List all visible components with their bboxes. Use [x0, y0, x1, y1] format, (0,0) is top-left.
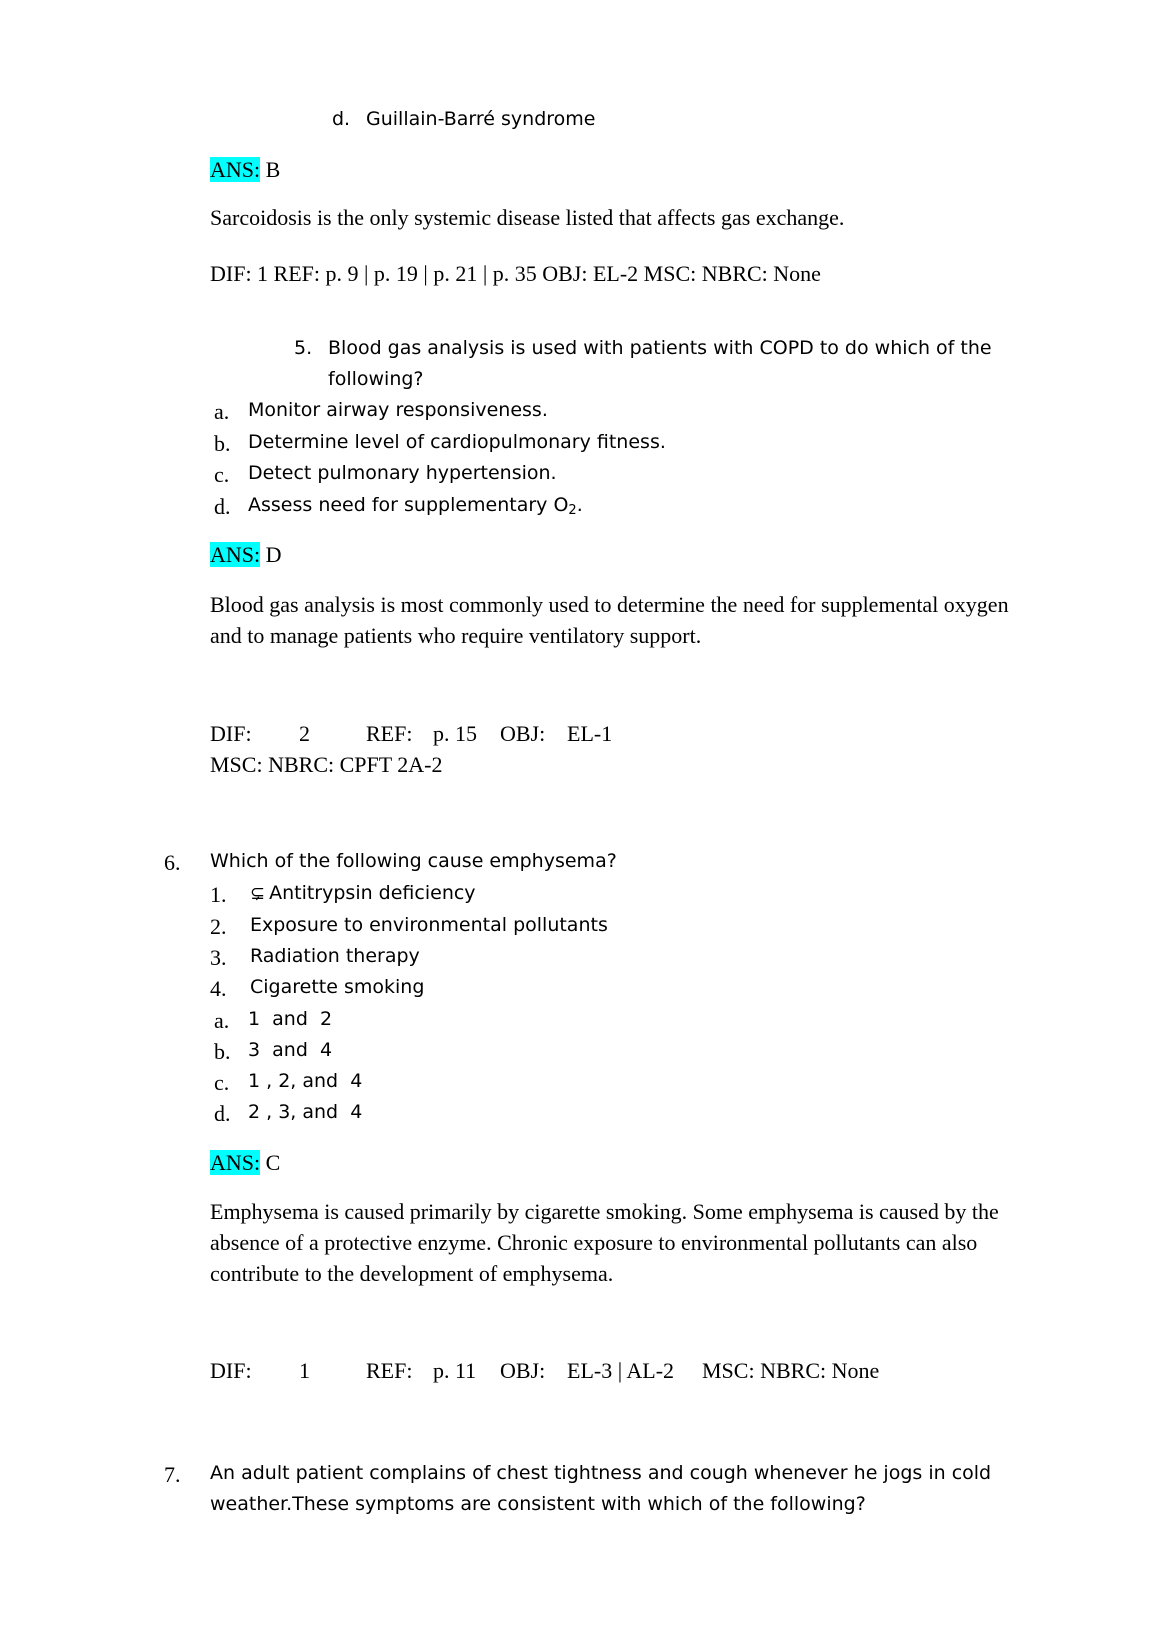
q5-option-letter: d.	[214, 494, 231, 519]
q5-rationale: Blood gas analysis is most commonly used to determine the need for supplemental oxygen and to manage patients who require ventilatory support.	[210, 592, 1009, 648]
q6-obj-value: EL-3 | AL-2	[567, 1358, 675, 1383]
q7-stem-line1: An adult patient complains of chest tightness and cough whenever he jogs in cold	[210, 1462, 992, 1484]
prev-option-d-text: Guillain-Barré syndrome	[366, 108, 596, 130]
ans-label: ANS:	[210, 542, 261, 567]
q6-option-letter: a.	[214, 1008, 230, 1033]
q6-answer	[210, 1150, 280, 1176]
q7-stem-line2: weather.These symptoms are consistent with which of the following?	[210, 1493, 866, 1515]
q6-item-number: 2.	[210, 914, 227, 939]
ans-value: D	[265, 542, 282, 567]
q6-item-text: Cigarette smoking	[250, 976, 425, 998]
q6-option-letter: d.	[214, 1101, 231, 1126]
q5-option-text: Assess need for supplementary $O_2$.	[248, 494, 583, 518]
q6-ref-value: p. 11	[433, 1358, 477, 1383]
q6-option-text: 1 , 2, and 4	[248, 1070, 363, 1092]
q5-msc: MSC: NBRC: CPFT 2A-2	[210, 752, 443, 777]
q6-dif-value: 1	[299, 1358, 310, 1383]
q6-item-number: 3.	[210, 945, 227, 970]
q6-obj-label: OBJ:	[500, 1358, 546, 1383]
q6-item-text: Radiation therapy	[250, 945, 420, 967]
q6-number: 6.	[164, 850, 181, 875]
q6-ref-label: REF:	[366, 1358, 413, 1383]
q6-dif-label: DIF:	[210, 1358, 252, 1383]
q6-stem: Which of the following cause emphysema?	[210, 850, 617, 872]
q6-option-text: 1 and 2	[248, 1008, 333, 1030]
q5-option-letter: a.	[214, 399, 230, 424]
q6-option-text: 2 , 3, and 4	[248, 1101, 363, 1123]
q5-stem-line2: following?	[328, 368, 424, 390]
q5-number: 5.	[294, 337, 313, 359]
q6-option-letter: b.	[214, 1039, 231, 1064]
q5-obj-value: EL-1	[567, 721, 613, 746]
q6-item-text: ⊊ Antitrypsin deficiency	[250, 882, 476, 904]
ans-value: C	[265, 1150, 281, 1175]
prev-option-d-letter: d.	[332, 108, 351, 130]
q6-rationale: Emphysema is caused primarily by cigarette smoking. Some emphysema is caused by the absence of a protective enzyme. Chronic exposure to environmental pollutants can also contribute to the development of emphysema.	[210, 1199, 999, 1286]
q5-ref-label: REF:	[366, 721, 413, 746]
q6-item-number: 4.	[210, 976, 227, 1001]
alpha-placeholder-icon: ⊊	[250, 883, 266, 904]
q5-option-text: Monitor airway responsiveness.	[248, 399, 548, 421]
q5-dif-label: DIF:	[210, 721, 252, 746]
q6-item-number: 1.	[210, 882, 227, 907]
q5-option-letter: c.	[214, 462, 230, 487]
q5-ref-value: p. 15	[433, 721, 477, 746]
q5-answer	[210, 542, 282, 568]
prev-rationale: Sarcoidosis is the only systemic disease listed that affects gas exchange.	[210, 205, 845, 230]
ans-label: ANS:	[210, 1150, 261, 1175]
q6-item-text: Exposure to environmental pollutants	[250, 914, 608, 936]
prev-meta: DIF: 1 REF: p. 9 | p. 19 | p. 21 | p. 35 OBJ: EL-2 MSC: NBRC: None	[210, 261, 821, 286]
ans-label: ANS:	[210, 157, 261, 182]
q6-option-text: 3 and 4	[248, 1039, 333, 1061]
q6-msc: MSC: NBRC: None	[702, 1358, 880, 1383]
q5-stem-line1: Blood gas analysis is used with patients with COPD to do which of the	[328, 337, 992, 359]
q7-number: 7.	[164, 1462, 181, 1487]
q6-option-letter: c.	[214, 1070, 230, 1095]
q5-option-text: Detect pulmonary hypertension.	[248, 462, 557, 484]
q5-option-text: Determine level of cardiopulmonary fitness.	[248, 431, 666, 453]
q5-option-letter: b.	[214, 431, 231, 456]
q5-obj-label: OBJ:	[500, 721, 546, 746]
prev-answer	[210, 157, 280, 183]
q5-dif-value: 2	[299, 721, 310, 746]
ans-value: B	[265, 157, 281, 182]
